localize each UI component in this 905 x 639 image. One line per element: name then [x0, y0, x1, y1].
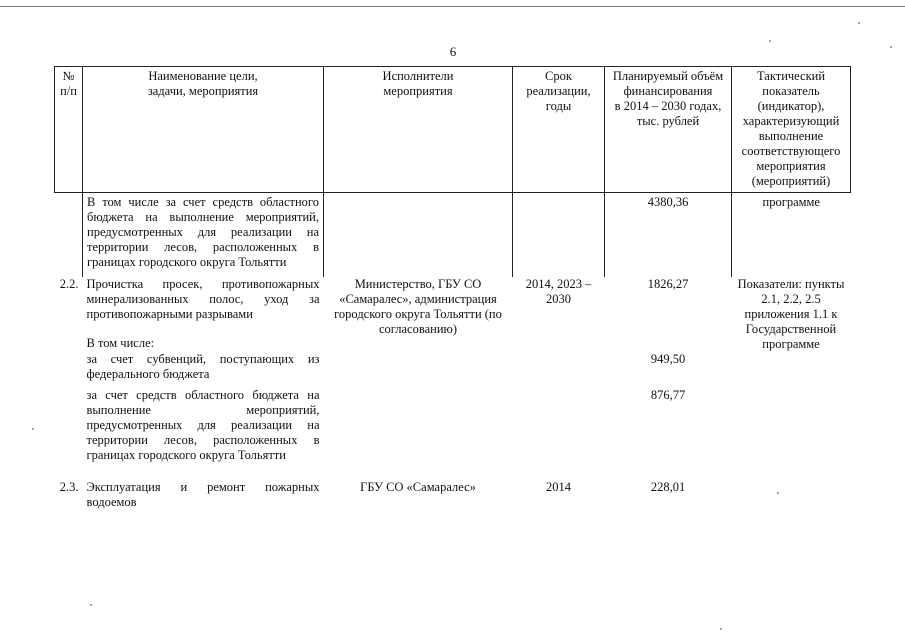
row-period: [513, 352, 605, 388]
header-amount: Планируемый объём финансирования в 2014 – 2030 годах, тыс. рублей: [605, 67, 732, 193]
row-period: 2014: [546, 480, 571, 494]
row-name: В том числе за счет средств областного бюджета на выполнение мероприятий, предусмотренных для реализации на территории лесов, расположенных в границах городского округа Тольятти: [83, 193, 324, 278]
row-num: 2.2.: [59, 277, 79, 291]
scan-speck: [32, 428, 34, 430]
row-indicator: Показатели: пункты 2.1, 2.2, 2.5 приложения 1.1 к Государственной программе: [737, 277, 845, 351]
row-amount: 876,77: [650, 388, 686, 402]
row-executors: [324, 193, 513, 278]
row-period: [513, 388, 605, 480]
row-amount: 228,01: [650, 480, 686, 494]
page-number: 6: [449, 44, 457, 59]
row-executors: [324, 352, 513, 388]
row-amount: 1826,27: [647, 277, 689, 291]
header-num: № п/п: [55, 67, 83, 193]
table-row: [55, 480, 851, 510]
header-name: Наименование цели, задачи, мероприятия: [83, 67, 324, 193]
row-indicator: [732, 480, 851, 510]
scan-speck: [720, 628, 722, 630]
row-num: [55, 352, 83, 388]
row-indicator: программе: [762, 195, 820, 209]
table-header-row: [55, 67, 851, 193]
table-row: [55, 277, 851, 352]
header-indicator: Тактический показатель (индикатор), характеризующий выполнение соответствующего мероприятия (мероприятий): [732, 67, 851, 193]
row-executors: [324, 388, 513, 480]
row-amount: 949,50: [650, 352, 686, 366]
table-row: [55, 352, 851, 388]
row-indicator: [732, 352, 851, 388]
scan-speck: [858, 22, 860, 24]
row-amount: 4380,36: [605, 193, 732, 278]
row-name: Прочистка просек, противопожарных минерализованных полос, уход за противопожарными разрывами: [86, 277, 320, 321]
row-name: за счет субвенций, поступающих из федерального бюджета: [86, 352, 320, 381]
row-num: [55, 193, 83, 278]
row-name: за счет средств областного бюджета на выполнение мероприятий, предусмотренных для реализации на территории лесов, расположенных в границах городского округа Тольятти: [86, 388, 320, 462]
row-num: 2.3.: [59, 480, 79, 494]
row-period: 2014, 2023 – 2030: [525, 277, 592, 306]
row-num: [55, 388, 83, 480]
program-table: [54, 66, 851, 510]
table-row: [55, 193, 851, 278]
row-name-cell: [83, 277, 324, 352]
row-executors: ГБУ СО «Самаралес»: [360, 480, 476, 494]
scan-speck: [777, 492, 779, 494]
scan-speck: [769, 40, 771, 42]
row-period: [513, 193, 605, 278]
row-name-subheading: В том числе:: [86, 336, 155, 350]
header-period: Срок реализации, годы: [513, 67, 605, 193]
row-executors: Министерство, ГБУ СО «Самаралес», администрация городского округа Тольятти (по согласованию): [334, 277, 502, 336]
table-row: [55, 388, 851, 480]
scan-speck: [90, 604, 92, 606]
scan-edge-line: [0, 6, 905, 7]
row-indicator: [732, 388, 851, 480]
header-executors: Исполнители мероприятия: [324, 67, 513, 193]
scan-speck: [890, 46, 892, 48]
row-name: Эксплуатация и ремонт пожарных водоемов: [86, 480, 320, 509]
